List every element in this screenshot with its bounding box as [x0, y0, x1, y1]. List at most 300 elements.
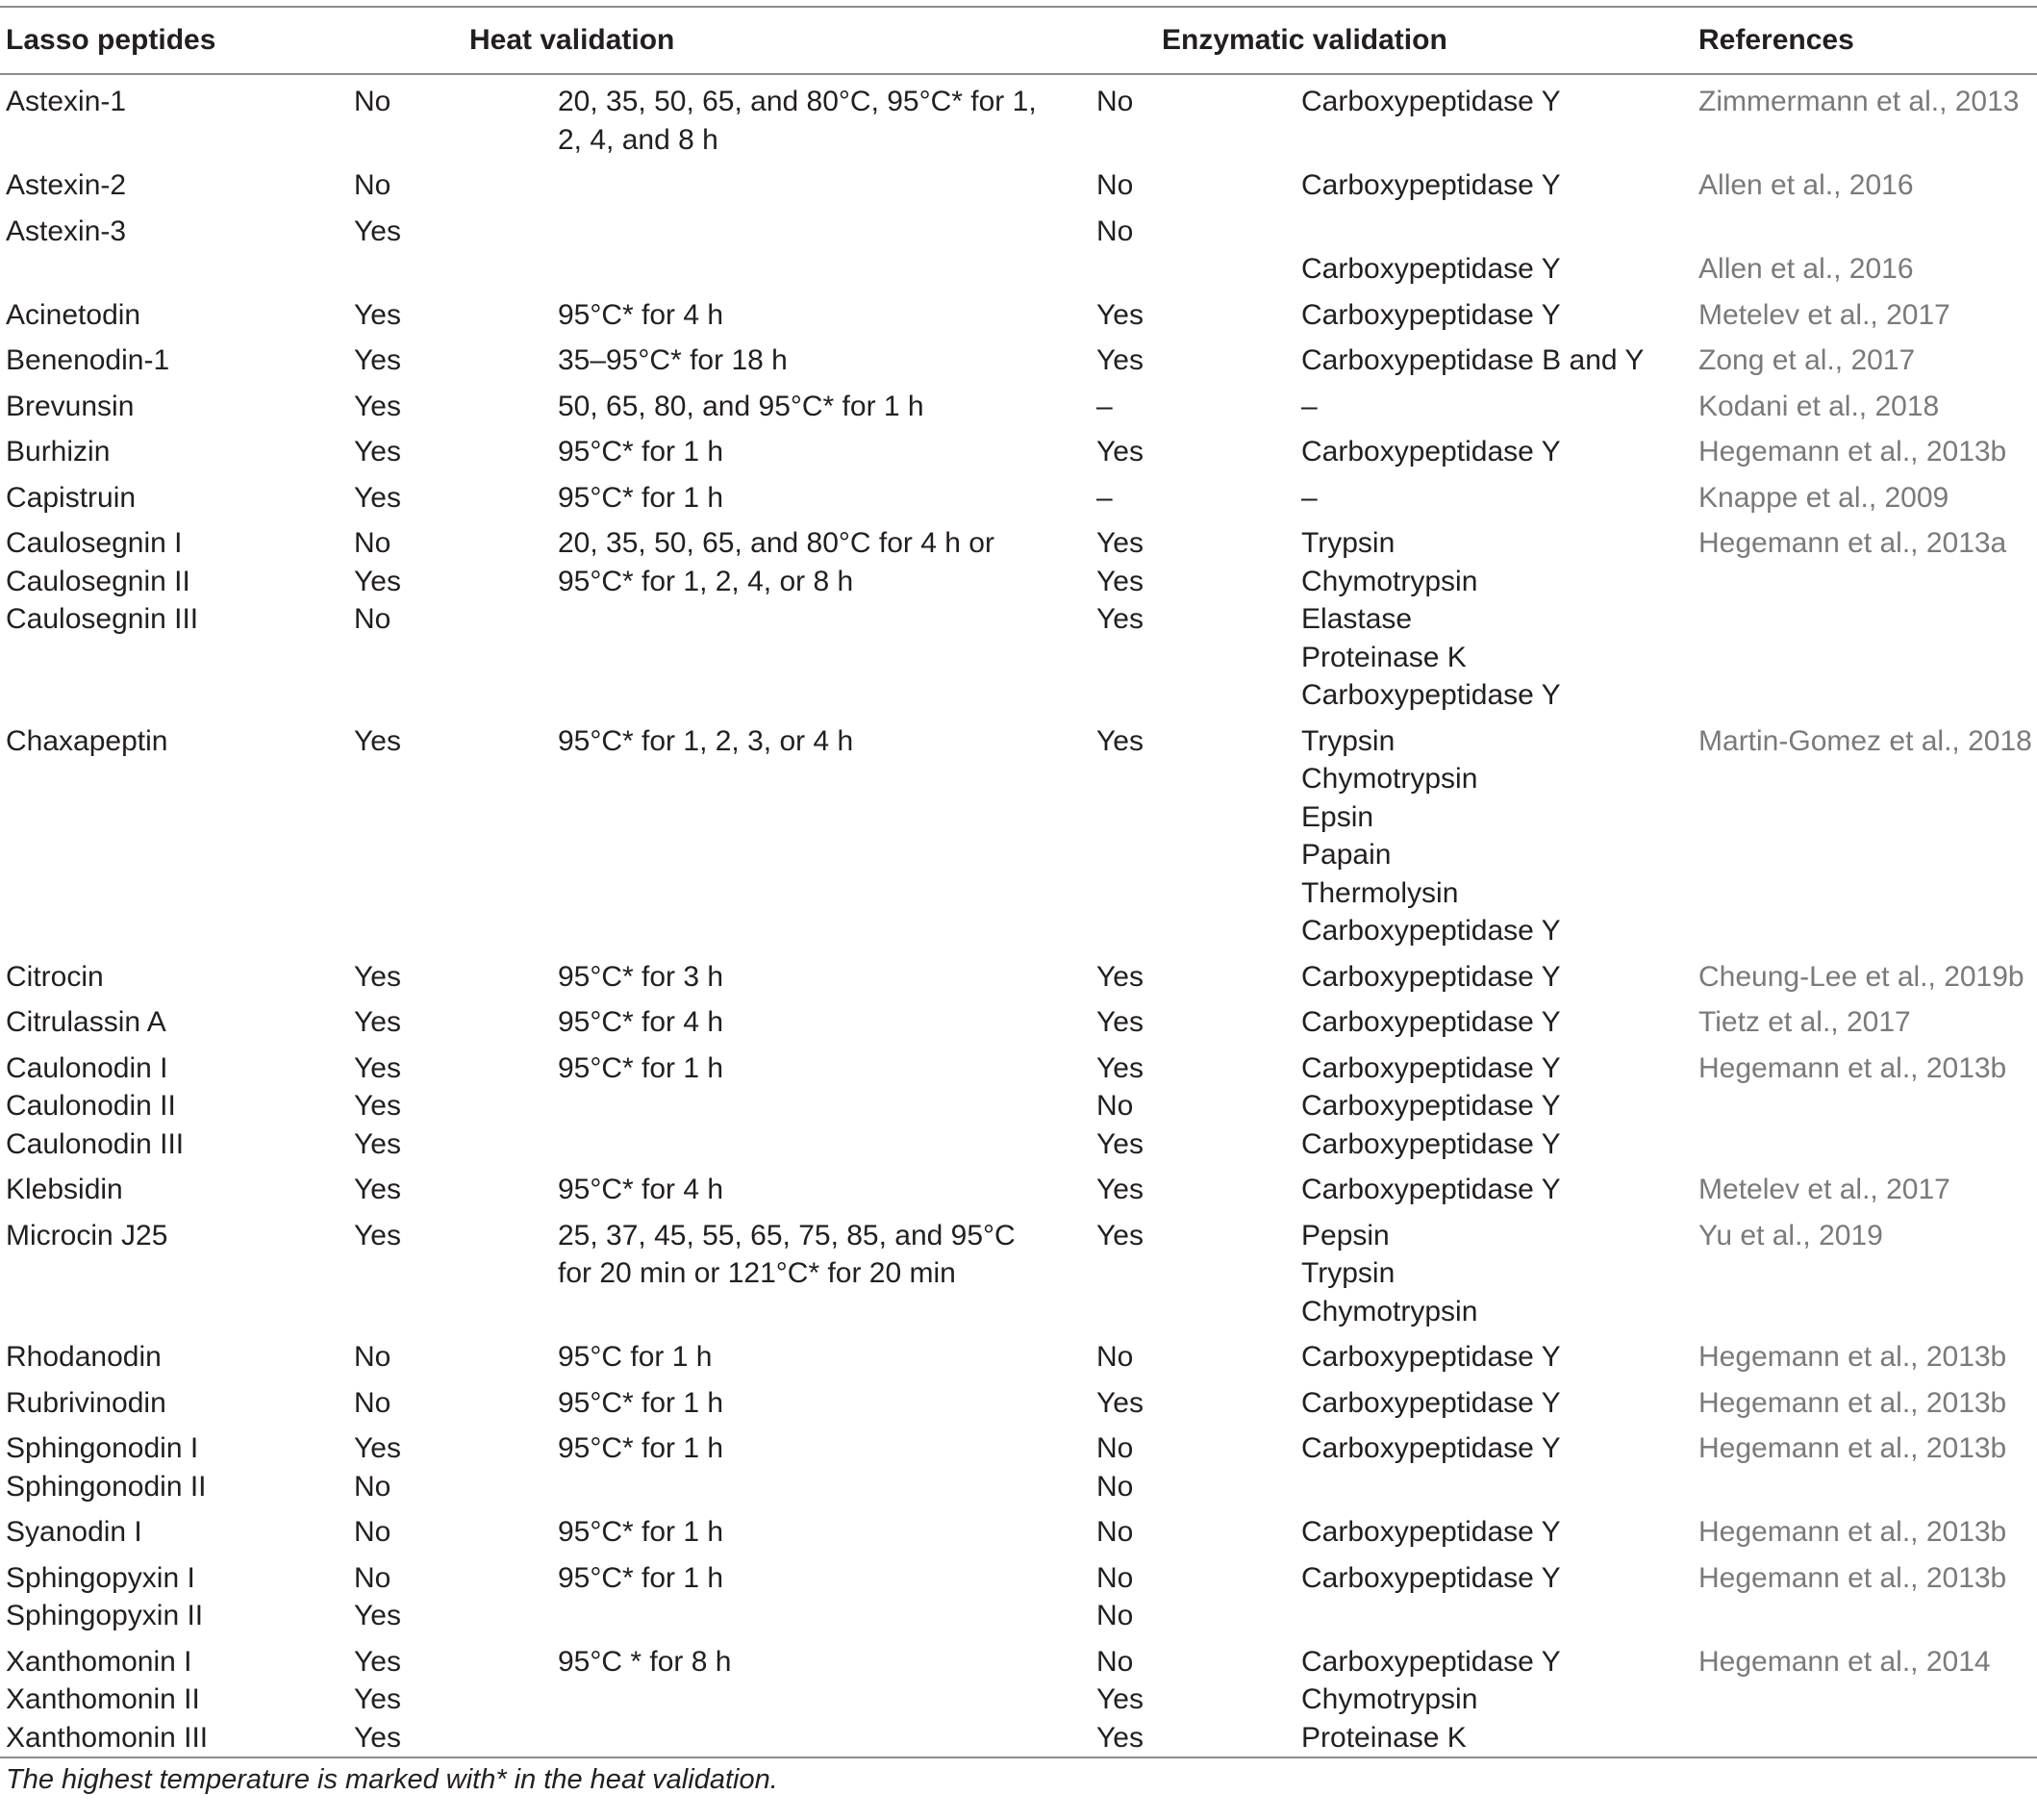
heat-conditions-cell-line: 2, 4, and 8 h: [558, 123, 718, 156]
enzymatic-result-cell-line: No: [1096, 1090, 1134, 1122]
peptide-cell-line: Astexin-3: [6, 215, 127, 247]
heat-result-cell: [354, 1209, 558, 1331]
enzymes-cell: [1301, 1505, 1698, 1552]
enzymes-cell-line: Carboxypeptidase Y: [1301, 1561, 1561, 1594]
heat-result-cell-line: Yes: [354, 1127, 401, 1160]
heat-conditions-cell-line: 95°C* for 1 h: [558, 1386, 724, 1419]
table-row: [0, 471, 2037, 518]
peptide-cell-line: Xanthomonin I: [6, 1645, 192, 1678]
table-row: [0, 1163, 2037, 1209]
peptide-cell: [0, 74, 354, 159]
enzymes-cell-line: Carboxypeptidase Y: [1301, 86, 1561, 117]
peptide-cell: [0, 334, 354, 380]
reference-cell: Knappe et al., 2009: [1698, 481, 1949, 514]
reference-cell: Hegemann et al., 2013a: [1698, 527, 2007, 559]
table-row: [0, 205, 2037, 289]
reference-cell: Metelev et al., 2017: [1698, 298, 1950, 331]
enzymatic-result-cell: [1096, 289, 1301, 335]
enzymatic-result-cell-line: Yes: [1096, 1386, 1144, 1419]
heat-result-cell-line: Yes: [354, 215, 401, 247]
peptide-cell: [0, 380, 354, 426]
heat-result-cell: [354, 74, 558, 159]
peptide-cell: [0, 1422, 354, 1505]
heat-conditions-cell-line: 95°C* for 1 h: [558, 1516, 724, 1548]
enzymes-cell-line: Trypsin: [1301, 724, 1396, 757]
peptide-cell-line: Brevunsin: [6, 390, 135, 422]
heat-result-cell: [354, 950, 558, 997]
table-row: [0, 950, 2037, 997]
enzymes-cell: [1301, 715, 1698, 950]
peptide-cell: [0, 1330, 354, 1377]
enzymes-cell-line: Trypsin: [1301, 527, 1396, 559]
enzymatic-result-cell-line: Yes: [1096, 344, 1144, 376]
enzymatic-result-cell-line: Yes: [1096, 1174, 1144, 1205]
reference-cell: Hegemann et al., 2013b: [1698, 1051, 2007, 1084]
enzymes-cell-line: Carboxypeptidase Y: [1301, 960, 1561, 993]
peptide-cell: [0, 159, 354, 205]
enzymatic-result-cell: [1096, 517, 1301, 715]
table-row: [0, 1330, 2037, 1377]
enzymes-cell-line: Carboxypeptidase Y: [1301, 915, 1561, 947]
enzymatic-result-cell-line: Yes: [1096, 1127, 1144, 1160]
enzymatic-result-cell-line: No: [1096, 169, 1134, 201]
peptide-cell-line: Rhodanodin: [6, 1341, 162, 1373]
reference-cell: Hegemann et al., 2013b: [1698, 1341, 2007, 1373]
heat-conditions-cell-line: 50, 65, 80, and 95°C* for 1 h: [558, 390, 924, 422]
heat-result-cell: [354, 1377, 558, 1423]
heat-conditions-cell-line: 95°C* for 4 h: [558, 1006, 724, 1038]
enzymatic-result-cell-line: No: [1096, 1470, 1134, 1503]
enzymatic-result-cell: [1096, 380, 1301, 426]
enzymatic-result-cell-line: Yes: [1096, 1721, 1144, 1754]
enzymes-cell: [1301, 996, 1698, 1042]
peptide-cell-line: Astexin-1: [6, 86, 127, 117]
header-references: References: [1698, 24, 1854, 57]
enzymatic-result-cell-line: Yes: [1096, 298, 1144, 331]
peptide-cell-line: Benenodin-1: [6, 344, 170, 376]
heat-conditions-cell: [558, 1163, 1096, 1209]
heat-result-cell-line: No: [354, 169, 391, 201]
enzymes-cell: [1301, 74, 1698, 159]
peptide-cell: [0, 289, 354, 335]
table-row: [0, 425, 2037, 471]
enzymes-cell: [1301, 1042, 1698, 1164]
heat-result-cell-line: No: [354, 1386, 391, 1419]
heat-conditions-cell: [558, 1552, 1096, 1635]
heat-conditions-cell-line: 25, 37, 45, 55, 65, 75, 85, and 95°C: [558, 1219, 1016, 1251]
reference-cell: Zong et al., 2017: [1698, 344, 1916, 376]
peptide-cell-line: Syanodin I: [6, 1516, 142, 1548]
enzymes-cell-line: Papain: [1301, 839, 1392, 871]
heat-conditions-cell: [558, 996, 1096, 1042]
enzymes-cell: [1301, 471, 1698, 518]
heat-result-cell: [354, 1635, 558, 1758]
enzymes-cell-line: Pepsin: [1301, 1219, 1390, 1251]
header-enzymatic-validation: [1096, 7, 1698, 74]
enzymes-cell-line: Carboxypeptidase B and Y: [1301, 344, 1645, 376]
enzymatic-result-cell-line: No: [1096, 1600, 1134, 1631]
heat-conditions-cell-line: 95°C* for 1, 2, 4, or 8 h: [558, 565, 854, 597]
heat-result-cell-line: Yes: [354, 1174, 401, 1205]
reference-cell: Martin-Gomez et al., 2018: [1698, 724, 2032, 757]
heat-result-cell: [354, 471, 558, 518]
heat-conditions-cell: [558, 1505, 1096, 1552]
enzymatic-result-cell: [1096, 205, 1301, 289]
heat-result-cell: [354, 1422, 558, 1505]
enzymatic-result-cell: [1096, 1505, 1301, 1552]
peptide-cell-line: Rubrivinodin: [6, 1386, 166, 1419]
peptide-cell-line: Caulosegnin III: [6, 603, 199, 635]
enzymes-cell-line: Carboxypeptidase Y: [1301, 1127, 1561, 1160]
heat-result-cell-line: No: [354, 527, 391, 559]
peptide-cell-line: Acinetodin: [6, 298, 141, 331]
heat-result-cell: [354, 380, 558, 426]
enzymes-cell-line: Carboxypeptidase Y: [1301, 169, 1561, 201]
heat-result-cell: [354, 1505, 558, 1552]
heat-conditions-cell-line: 95°C* for 1 h: [558, 481, 724, 514]
heat-result-cell-line: No: [354, 1516, 391, 1548]
heat-conditions-cell-line: 95°C* for 1 h: [558, 436, 724, 468]
heat-result-cell: [354, 159, 558, 205]
table-row: [0, 334, 2037, 380]
enzymatic-result-cell-line: No: [1096, 215, 1134, 247]
enzymes-cell: [1301, 334, 1698, 380]
peptide-cell-line: Caulonodin II: [6, 1090, 176, 1122]
reference-cell: Hegemann et al., 2013b: [1698, 436, 2007, 468]
peptide-cell-line: Caulosegnin I: [6, 527, 183, 559]
enzymatic-result-cell: [1096, 425, 1301, 471]
heat-result-cell: [354, 1330, 558, 1377]
heat-result-cell: [354, 425, 558, 471]
reference-cell: Kodani et al., 2018: [1698, 390, 1940, 422]
table-row: [0, 1552, 2037, 1635]
table-row: [0, 1042, 2037, 1164]
enzymes-cell-line: Carboxypeptidase Y: [1301, 1174, 1561, 1205]
heat-conditions-cell-line: 95°C* for 3 h: [558, 960, 724, 993]
enzymes-cell-line: Chymotrypsin: [1301, 1295, 1478, 1327]
enzymes-cell-line: Carboxypeptidase Y: [1301, 253, 1561, 285]
table-row: [0, 159, 2037, 205]
heat-conditions-cell-line: 20, 35, 50, 65, and 80°C for 4 h or: [558, 527, 994, 559]
peptide-cell-line: Microcin J25: [6, 1219, 168, 1251]
enzymes-cell-line: Carboxypeptidase Y: [1301, 1006, 1561, 1038]
enzymatic-result-cell-line: [1096, 250, 1301, 289]
enzymes-cell-line: Elastase: [1301, 603, 1413, 635]
enzymatic-result-cell-line: Yes: [1096, 1006, 1144, 1038]
enzymes-cell-line: Chymotrypsin: [1301, 1683, 1478, 1715]
enzymatic-result-cell: [1096, 1330, 1301, 1377]
enzymatic-result-cell-line: Yes: [1096, 1051, 1144, 1084]
reference-cell: Metelev et al., 2017: [1698, 1174, 1950, 1205]
enzymatic-result-cell-line: Yes: [1096, 565, 1144, 597]
enzymes-cell-line: Epsin: [1301, 800, 1374, 833]
heat-result-cell-line: No: [354, 603, 391, 635]
table-row: [0, 74, 2037, 159]
heat-result-cell-line: Yes: [354, 481, 401, 514]
table-row: [0, 380, 2037, 426]
peptide-cell: [0, 1163, 354, 1209]
enzymatic-result-cell-line: Yes: [1096, 1683, 1144, 1715]
enzymes-cell-line: Carboxypeptidase Y: [1301, 679, 1561, 711]
heat-conditions-cell-line: 95°C* for 1 h: [558, 1432, 724, 1464]
heat-conditions-cell: [558, 425, 1096, 471]
enzymes-cell-line: Thermolysin: [1301, 876, 1459, 909]
heat-result-cell: [354, 1163, 558, 1209]
peptide-cell: [0, 950, 354, 997]
enzymes-cell-line: Proteinase K: [1301, 1721, 1467, 1754]
table-row: [0, 1635, 2037, 1758]
heat-result-cell-line: Yes: [354, 1219, 401, 1251]
heat-conditions-cell: [558, 1209, 1096, 1331]
reference-cell: Allen et al., 2016: [1698, 169, 1914, 201]
peptide-cell: [0, 715, 354, 950]
table-row: [0, 996, 2037, 1042]
peptide-cell: [0, 471, 354, 518]
heat-result-cell-line: Yes: [354, 1432, 401, 1464]
reference-cell: Hegemann et al., 2013b: [1698, 1386, 2007, 1419]
enzymes-cell: [1301, 1209, 1698, 1331]
peptide-cell-line: Xanthomonin III: [6, 1721, 209, 1754]
enzymes-cell-line: Carboxypeptidase Y: [1301, 1516, 1561, 1548]
peptide-cell: [0, 425, 354, 471]
table-row: [0, 715, 2037, 950]
heat-conditions-cell: [558, 74, 1096, 159]
heat-conditions-cell: [558, 1377, 1096, 1423]
heat-result-cell-line: No: [354, 1470, 391, 1503]
heat-result-cell-line: Yes: [354, 565, 401, 597]
enzymes-cell-line: Carboxypeptidase Y: [1301, 1386, 1561, 1419]
heat-result-cell-line: Yes: [354, 724, 401, 757]
heat-conditions-cell: [558, 715, 1096, 950]
enzymes-cell-line: Chymotrypsin: [1301, 565, 1478, 597]
heat-conditions-cell-line: 95°C* for 4 h: [558, 1174, 724, 1205]
reference-cell: Hegemann et al., 2013b: [1698, 1432, 2007, 1464]
enzymes-cell-line: Chymotrypsin: [1301, 763, 1478, 795]
table-body: [0, 74, 2037, 1757]
heat-result-cell-line: Yes: [354, 298, 401, 331]
peptide-cell-line: Capistruin: [6, 481, 137, 514]
enzymatic-result-cell-line: No: [1096, 1341, 1134, 1373]
heat-conditions-cell: [558, 1042, 1096, 1164]
heat-result-cell: [354, 289, 558, 335]
enzymes-cell: [1301, 1635, 1698, 1758]
heat-result-cell: [354, 205, 558, 289]
enzymes-cell-line: Trypsin: [1301, 1257, 1396, 1289]
enzymes-cell-line: Carboxypeptidase Y: [1301, 298, 1561, 331]
heat-result-cell: [354, 715, 558, 950]
enzymes-cell-line: Carboxypeptidase Y: [1301, 1645, 1561, 1678]
enzymatic-result-cell-line: No: [1096, 1645, 1134, 1678]
peptide-cell-line: Sphingonodin II: [6, 1470, 207, 1503]
enzymatic-result-cell: [1096, 715, 1301, 950]
peptide-cell-line: Caulonodin III: [6, 1127, 185, 1160]
enzymes-cell-line: –: [1301, 481, 1318, 514]
heat-result-cell-line: Yes: [354, 1645, 401, 1678]
enzymatic-result-cell: [1096, 1422, 1301, 1505]
peptide-cell: [0, 1377, 354, 1423]
peptide-cell: [0, 996, 354, 1042]
heat-conditions-cell-line: 95°C* for 1, 2, 3, or 4 h: [558, 724, 854, 757]
heat-result-cell: [354, 1042, 558, 1164]
peptide-cell: [0, 1505, 354, 1552]
enzymatic-result-cell: [1096, 74, 1301, 159]
enzymes-cell-line: Carboxypeptidase Y: [1301, 1090, 1561, 1122]
peptide-cell-line: Caulosegnin II: [6, 565, 190, 597]
heat-result-cell: [354, 1552, 558, 1635]
enzymes-cell-line: Carboxypeptidase Y: [1301, 1432, 1561, 1464]
enzymes-cell-line: [1301, 213, 1698, 251]
enzymes-cell: [1301, 950, 1698, 997]
peptide-cell-line: Xanthomonin II: [6, 1683, 200, 1715]
peptide-cell-line: Klebsidin: [6, 1174, 123, 1205]
heat-conditions-cell: [558, 1635, 1096, 1758]
enzymes-cell: [1301, 380, 1698, 426]
enzymatic-result-cell-line: Yes: [1096, 527, 1144, 559]
reference-cell: Hegemann et al., 2014: [1698, 1645, 1991, 1678]
heat-result-cell-line: Yes: [354, 1006, 401, 1038]
heat-conditions-cell-line: 95°C * for 8 h: [558, 1645, 732, 1678]
peptide-cell-line: Sphingonodin I: [6, 1432, 199, 1464]
heat-conditions-cell-line: 95°C* for 1 h: [558, 1561, 724, 1594]
enzymatic-result-cell: [1096, 334, 1301, 380]
enzymatic-result-cell: [1096, 159, 1301, 205]
table-footnote: The highest temperature is marked with* in the heat validation.: [6, 1764, 778, 1795]
heat-conditions-cell: [558, 950, 1096, 997]
enzymatic-result-cell: [1096, 1377, 1301, 1423]
peptide-cell-line: Citrocin: [6, 960, 104, 993]
peptide-cell: [0, 1552, 354, 1635]
enzymatic-result-cell-line: No: [1096, 1516, 1134, 1548]
header-heat-validation-label: Heat validation: [469, 24, 675, 57]
heat-result-cell-line: No: [354, 1341, 391, 1373]
table-row: [0, 1209, 2037, 1331]
heat-conditions-cell: [558, 471, 1096, 518]
enzymatic-result-cell: [1096, 471, 1301, 518]
heat-result-cell-line: Yes: [354, 1721, 401, 1754]
table-header: [0, 7, 2037, 74]
enzymes-cell: [1301, 1552, 1698, 1635]
peptide-cell-line: [6, 250, 354, 289]
header-lasso-peptides: Lasso peptides: [6, 24, 216, 57]
enzymatic-result-cell-line: Yes: [1096, 724, 1144, 757]
lasso-peptides-table: [0, 6, 2037, 1758]
enzymes-cell: [1301, 205, 1698, 289]
peptide-cell-line: Sphingopyxin I: [6, 1561, 195, 1594]
enzymatic-result-cell-line: No: [1096, 86, 1134, 117]
reference-cell-line: Allen et al., 2016: [1698, 253, 1914, 285]
enzymes-cell-line: –: [1301, 390, 1318, 422]
table-row: [0, 1377, 2037, 1423]
enzymatic-result-cell: [1096, 1552, 1301, 1635]
heat-result-cell-line: [354, 250, 558, 289]
peptide-cell-line: Citrulassin A: [6, 1006, 166, 1038]
peptide-cell-line: Chaxapeptin: [6, 724, 168, 757]
heat-conditions-cell: [558, 1330, 1096, 1377]
enzymes-cell: [1301, 289, 1698, 335]
reference-cell: Yu et al., 2019: [1698, 1219, 1883, 1251]
enzymatic-result-cell-line: Yes: [1096, 436, 1144, 468]
peptide-cell: [0, 1209, 354, 1331]
heat-conditions-cell-line: 95°C* for 1 h: [558, 1051, 724, 1084]
heat-conditions-cell: [558, 334, 1096, 380]
enzymes-cell-line: Carboxypeptidase Y: [1301, 1341, 1561, 1373]
enzymatic-result-cell-line: No: [1096, 1432, 1134, 1464]
peptide-cell: [0, 1635, 354, 1758]
heat-conditions-cell: [558, 289, 1096, 335]
heat-result-cell-line: Yes: [354, 390, 401, 422]
header-heat-validation: [354, 7, 1096, 74]
heat-result-cell-line: No: [354, 1561, 391, 1594]
heat-result-cell: [354, 517, 558, 715]
enzymatic-result-cell-line: –: [1096, 390, 1113, 422]
peptide-cell-line: Caulonodin I: [6, 1051, 168, 1084]
header-enzymatic-validation-label: Enzymatic validation: [1162, 24, 1447, 57]
heat-conditions-cell: [558, 205, 1096, 289]
enzymatic-result-cell-line: Yes: [1096, 1219, 1144, 1251]
enzymes-cell: [1301, 1377, 1698, 1423]
heat-result-cell: [354, 334, 558, 380]
enzymatic-result-cell: [1096, 950, 1301, 997]
enzymes-cell: [1301, 1163, 1698, 1209]
reference-cell: Cheung-Lee et al., 2019b: [1698, 960, 2024, 993]
enzymatic-result-cell: [1096, 1209, 1301, 1331]
peptide-cell: [0, 1042, 354, 1164]
peptide-cell-line: Sphingopyxin II: [6, 1600, 204, 1631]
heat-result-cell-line: Yes: [354, 960, 401, 993]
reference-cell-line: [1698, 213, 2037, 251]
enzymes-cell-line: Proteinase K: [1301, 641, 1467, 673]
reference-cell: Zimmermann et al., 2013: [1698, 86, 2020, 117]
heat-conditions-cell: [558, 380, 1096, 426]
enzymes-cell: [1301, 517, 1698, 715]
enzymatic-result-cell-line: –: [1096, 481, 1113, 514]
enzymes-cell-line: Carboxypeptidase Y: [1301, 1051, 1561, 1084]
reference-cell: [1698, 205, 2037, 289]
enzymes-cell: [1301, 1330, 1698, 1377]
heat-conditions-cell: [558, 159, 1096, 205]
peptide-cell: [0, 205, 354, 289]
heat-result-cell: [354, 996, 558, 1042]
table-row: [0, 1505, 2037, 1552]
reference-cell: Hegemann et al., 2013b: [1698, 1516, 2007, 1548]
heat-conditions-cell-line: 95°C* for 4 h: [558, 298, 724, 331]
heat-result-cell-line: Yes: [354, 1683, 401, 1715]
heat-result-cell-line: Yes: [354, 1051, 401, 1084]
enzymes-cell: [1301, 159, 1698, 205]
table-row: [0, 1422, 2037, 1505]
heat-conditions-cell: [558, 517, 1096, 715]
enzymatic-result-cell: [1096, 1042, 1301, 1164]
heat-conditions-cell-line: 20, 35, 50, 65, and 80°C, 95°C* for 1,: [558, 86, 1037, 117]
heat-conditions-cell-line: 95°C for 1 h: [558, 1341, 713, 1373]
heat-result-cell-line: Yes: [354, 436, 401, 468]
peptide-cell-line: Astexin-2: [6, 169, 127, 201]
heat-result-cell-line: Yes: [354, 344, 401, 376]
enzymes-cell: [1301, 425, 1698, 471]
table-row: [0, 517, 2037, 715]
heat-result-cell-line: Yes: [354, 1090, 401, 1122]
enzymes-cell: [1301, 1422, 1698, 1505]
enzymatic-result-cell-line: Yes: [1096, 960, 1144, 993]
reference-cell: Hegemann et al., 2013b: [1698, 1561, 2007, 1594]
heat-conditions-cell-line: for 20 min or 121°C* for 20 min: [558, 1257, 956, 1289]
enzymatic-result-cell-line: No: [1096, 1561, 1134, 1594]
heat-result-cell-line: Yes: [354, 1600, 401, 1631]
peptide-cell-line: Burhizin: [6, 436, 111, 468]
heat-conditions-cell: [558, 1422, 1096, 1505]
peptide-cell: [0, 517, 354, 715]
reference-cell: Tietz et al., 2017: [1698, 1006, 1911, 1038]
